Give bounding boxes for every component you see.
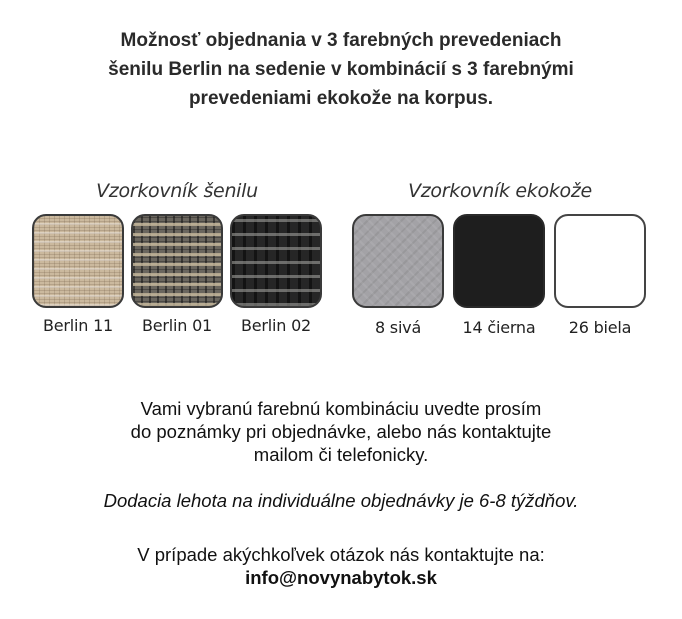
instructions-line-1: Vami vybranú farebnú kombináciu uvedte prosím (140, 398, 542, 419)
headline-line-3: prevedeniami ekokože na korpus. (188, 88, 494, 109)
swatch-berlin-01 (131, 214, 223, 308)
headline-line-2: šenilu Berlin na sedenie v kombinácií s 3 farebnými (108, 59, 574, 80)
swatch-8-siva (352, 214, 444, 308)
swatch-label-berlin-02: Berlin 02 (240, 316, 312, 335)
swatch-berlin-11 (32, 214, 124, 308)
swatch-14-cierna (453, 214, 545, 308)
swatch-label-14-cierna: 14 čierna (462, 318, 536, 337)
headline (0, 26, 682, 113)
instructions-text (0, 397, 682, 466)
instructions-line-2: do poznámky pri objednávke, alebo nás kontaktujte (130, 421, 552, 442)
swatch-26-biela (554, 214, 646, 308)
swatch-label-berlin-01: Berlin 01 (141, 316, 213, 335)
contact-email[interactable]: info@novynabytok.sk (245, 567, 437, 588)
fabric-samples-title: Vzorkovník šenilu (96, 180, 258, 202)
leather-samples-title: Vzorkovník ekokože (408, 180, 592, 202)
delivery-note: Dodacia lehota na individuálne objednávky je 6-8 týždňov. (103, 490, 579, 511)
contact-block (0, 543, 682, 589)
contact-prompt: V prípade akýchkoľvek otázok nás kontaktujte na: (137, 544, 545, 565)
instructions-line-3: mailom či telefonicky. (253, 444, 429, 465)
swatch-berlin-02 (230, 214, 322, 308)
headline-line-1: Možnosť objednania v 3 farebných prevedeniach (120, 30, 562, 51)
swatch-label-8-siva: 8 sivá (374, 318, 422, 337)
swatch-label-berlin-11: Berlin 11 (42, 316, 114, 335)
swatch-label-26-biela: 26 biela (568, 318, 632, 337)
